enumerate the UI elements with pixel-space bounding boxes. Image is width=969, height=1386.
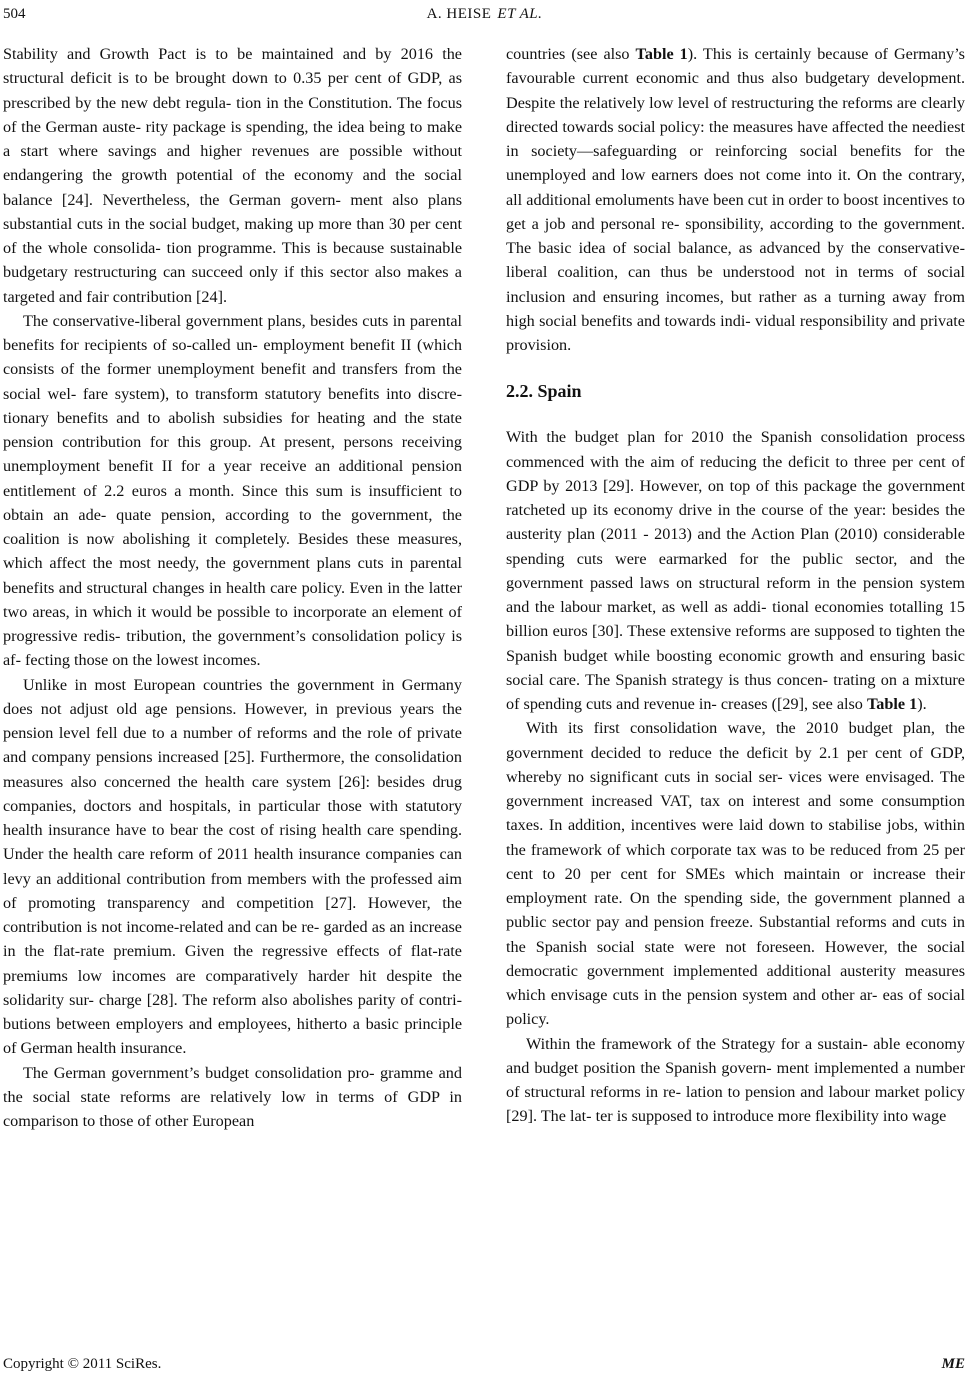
paragraph: [506, 42, 965, 357]
paragraph: Stability and Growth Pact is to be maintained and by 2016 the structural deficit is to be brought down to 0.35 per cent of GDP, as prescribed by the new debt regula- tion in the Constitution. The focus of the German auste- rity package is spending, the idea being to make a start where savings and higher revenues are possible without endangering the growth potential of the economy and the social balance [24]. Nevertheless, the German govern- ment also plans substantial cuts in the social budget, making up more than 30 per cent of the whole consolida- tion programme. This is because sustainable budgetary restructuring can succeed only if this sector also makes a targeted and fair contribution [24].: [3, 45, 462, 306]
paragraph: The conservative-liberal government plans, besides cuts in parental benefits for recipients of so-called un- employment benefit II (which consists of the former unemployment benefit and transfers from the social wel- fare system), to transform statutory benefits into discre- tionary benefits and to abolish subsidies for heating and the state pension contribution for this group. At present, persons receiving unemployment benefit II for a year receive an additional pension entitlement of 2.2 euros a month. Since this sum is insufficient to obtain an ade- quate pension, according to the government, the coalition is now abolishing it completely. Besides these measures, which affect the most needy, the government plans cuts in parental benefits and structural changes in health care policy. Even in the latter two areas, in which it would be possible to incorporate an element of progressive redis- tribution, the government’s consolidation policy is af- fecting those on the lowest incomes.: [3, 311, 462, 670]
left-column: [3, 42, 462, 1133]
page-footer: [0, 1356, 969, 1378]
text-run: countries (see also: [506, 45, 636, 63]
table-reference-link[interactable]: Table 1: [866, 695, 918, 713]
journal-abbreviation: ME: [941, 1356, 965, 1372]
paragraph: Unlike in most European countries the government in Germany does not adjust old age pensions. However, in previous years the pension level fell due to a number of reforms and the role of private and company pensions increased [25]. Furthermore, the consolidation measures also concerned the health care system [26]: besides drug companies, doctors and hospitals, in particular those with statutory health insurance have to bear the cost of rising health care spending. Under the health care reform of 2011 health insurance companies can levy an additional contribution from members with the professed aim of promoting transparency and competition [27]. However, the contribution is not income-related and can be re- garded as an increase in the flat-rate premium. Given the regressive effects of flat-rate premiums low incomes are comparatively harder hit despite the solidarity sur- charge [28]. The reform also abolishes parity of contri- butions between employers and employees, hitherto a basic principle of German health insurance.: [3, 675, 462, 1058]
paragraph: [506, 425, 965, 716]
text-run: With the budget plan for 2010 the Spanish consolidation process commenced with the aim of reducing the deficit to three per cent of GDP by 2013 [29]. However, on top of this package the government ratcheted up its economy drive in the course of the year: besides the austerity plan (2011 - 2013) and the Action Plan (2010) considerable spending cuts were earmarked for the public sector, and the government passed laws on structural reform in the pension system and the labour market, as well as addi- tional economies totalling 15 billion euros [30]. These extensive reforms are supposed to tighten the Spanish budget while boosting economic growth and ensuring basic social care. The Spanish strategy is thus concen- trating on a mixture of spending cuts and revenue in- creases ([29], see also: [506, 428, 965, 713]
running-head: [0, 6, 969, 23]
running-head-et-al: ET AL.: [497, 6, 543, 22]
paragraph: The German government’s budget consolidation pro- gramme and the social state reforms are relatively low in terms of GDP in comparison to those of other European: [3, 1063, 462, 1130]
running-head-authors: A. HEISE: [426, 6, 492, 22]
text-run: ).: [917, 695, 927, 713]
right-column: [506, 42, 965, 1129]
text-run: ). This is certainly because of Germany’s favourable current economic and thus also budgetary development. Despite the relatively low level of restructuring the reforms are clearly directed towards social policy: the measures have affected the neediest in society—safeguarding or reinforcing social benefits for the unemployed and low earners does not come into it. On the contrary, all additional emoluments have been cut in order to boost incentives to get a job and personal re- sponsibility, according to the government. The basic idea of social balance, as advanced by the conservative-liberal coalition, can thus be understood not in terms of social inclusion and ensuring incomes, but rather as a turning away from high social benefits and towards indi- vidual responsibility and private provision.: [506, 45, 965, 354]
copyright-notice: Copyright © 2011 SciRes.: [3, 1356, 162, 1372]
page-header: [0, 6, 969, 28]
paragraph: Within the framework of the Strategy for a sustain- able economy and budget position the Spanish govern- ment implemented a number of structural reforms in re- lation to pension and labour market policy [29]. The lat- ter is supposed to introduce more flexibility into wage: [506, 1034, 965, 1126]
section-heading: 2.2. Spain: [506, 381, 582, 402]
table-reference-link[interactable]: Table 1: [635, 45, 688, 63]
paragraph: With its first consolidation wave, the 2010 budget plan, the government decided to reduce the deficit by 2.1 per cent of GDP, whereby no significant cuts in social ser- vices were envisaged. The government increased VAT, tax on interest and some consumption taxes. In addition, incentives were laid down to stabilise jobs, within the framework of which corporate tax was to be reduced from 25 per cent to 20 per cent for SMEs which maintain or increase their employment rate. On the spending side, the government planned a public sector pay and pension freeze. Substantial reforms and cuts in the Spanish social state were not foreseen. However, the social democratic government implemented additional austerity measures which envisage cuts in the pension system and other ar- eas of social policy.: [506, 719, 965, 1029]
page-number: 504: [3, 6, 26, 22]
